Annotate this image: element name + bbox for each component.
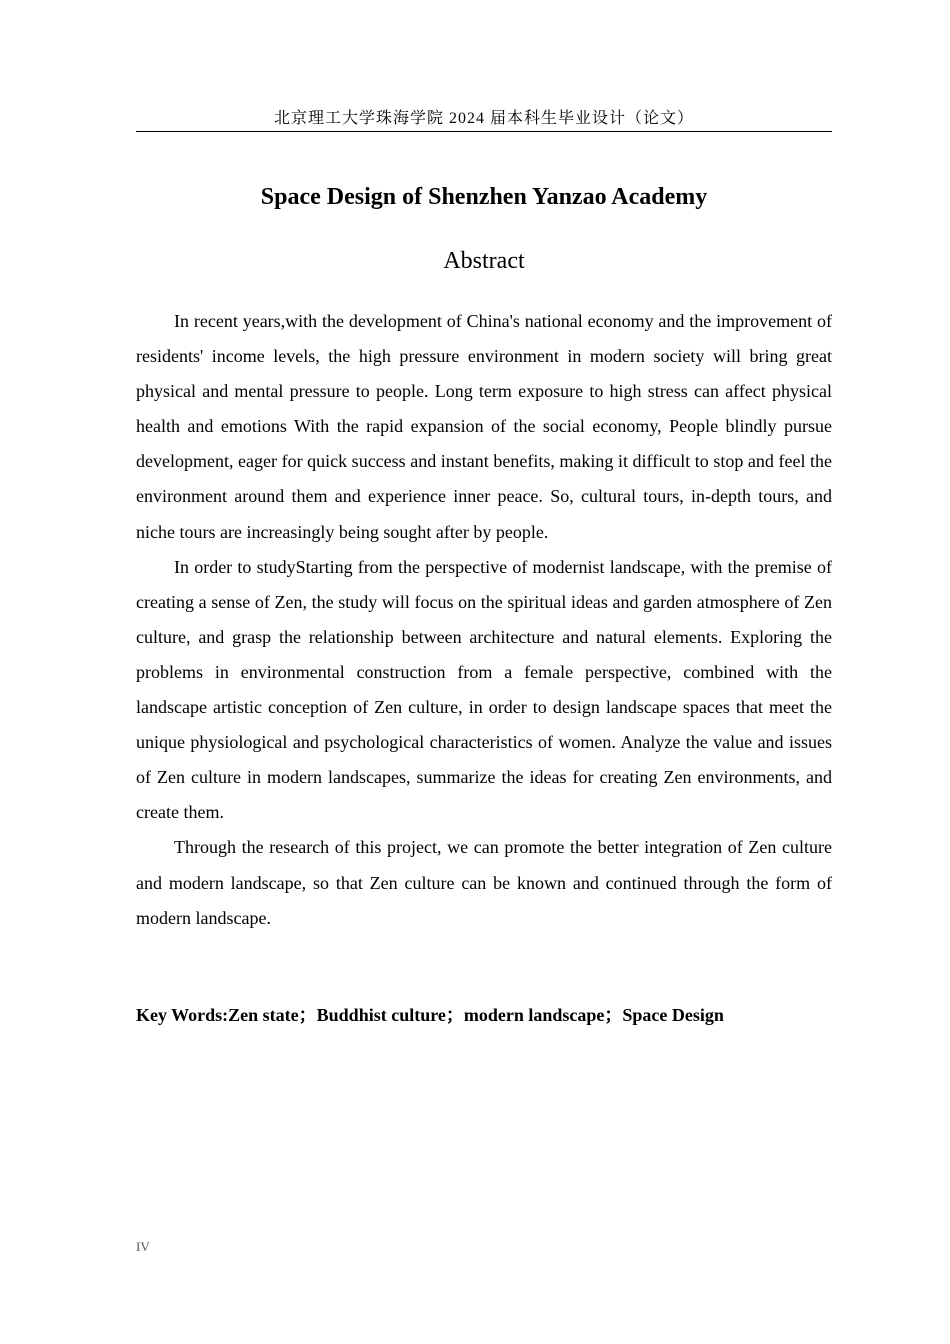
header-divider <box>136 131 832 132</box>
keywords-line: Key Words:Zen state；Buddhist culture；modern landscape；Space Design <box>136 1005 724 1025</box>
page-header: 北京理工大学珠海学院 2024 届本科生毕业设计（论文） <box>273 110 694 127</box>
abstract-body <box>136 304 832 936</box>
abstract-paragraph-2: In order to studyStarting from the perspective of modernist landscape, with the premise of creating a sense of Zen, the study will focus on the spiritual ideas and garden atmosphere of Zen culture, and grasp the relationship between architecture and natural elements. Exploring the problems in environmental construction from a female perspective, combined with the landscape artistic conception of Zen culture, in order to design landscape spaces that meet the unique physiological and psychological characteristics of women. Analyze the value and issues of Zen culture in modern landscapes, summarize the ideas for creating Zen environments, and create them. <box>136 556 832 823</box>
abstract-heading: Abstract <box>443 248 525 274</box>
page-number: IV <box>136 1239 150 1254</box>
abstract-paragraph-3: Through the research of this project, we can promote the better integration of Zen culture and modern landscape, so that Zen culture can be known and continued through the form of modern landscape. <box>136 837 832 928</box>
document-title: Space Design of Shenzhen Yanzao Academy <box>260 184 708 210</box>
abstract-paragraph-1: In recent years,with the development of China's national economy and the improvement of residents' income levels, the high pressure environment in modern society will bring great physical and mental pressure to people. Long term exposure to high stress can affect physical health and emotions With the rapid expansion of the social economy, People blindly pursue development, eager for quick success and instant benefits, making it difficult to stop and feel the environment around them and experience inner peace. So, cultural tours, in-depth tours, and niche tours are increasingly being sought after by people. <box>136 311 832 542</box>
